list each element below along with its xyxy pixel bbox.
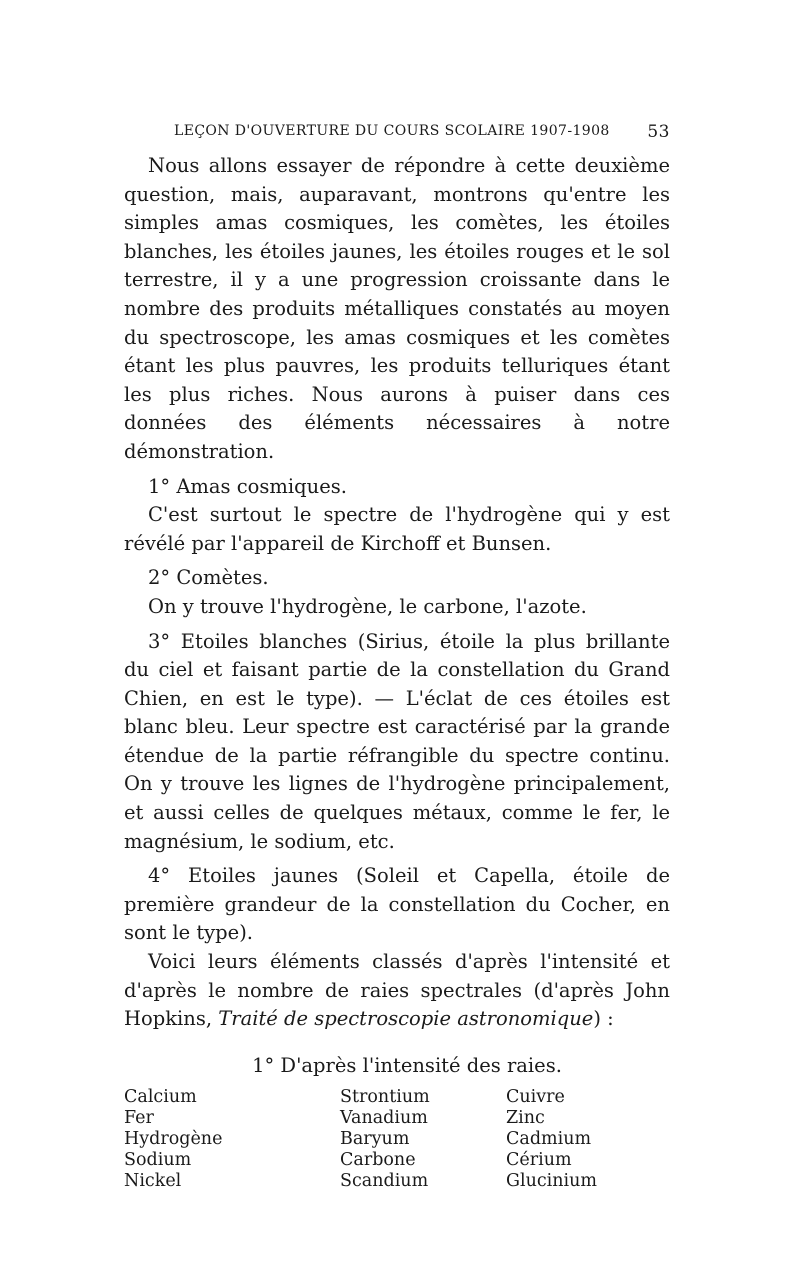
elements-list [124,1087,636,1192]
section-4-followup [124,948,670,1034]
list-item: Zinc [506,1107,545,1128]
section-1-heading: 1° Amas cosmiques. [148,474,347,498]
list-item: Cuivre [506,1086,565,1107]
followup-text-end: ) : [593,1007,614,1031]
section-1-text: C'est surtout le spectre de l'hydrogène qui y est révélé par l'appareil de Kirchoff et Bunsen. [124,503,670,555]
intro-paragraph: Nous allons essayer de répondre à cette deuxième question, mais, auparavant, montrons qu'entre les simples amas cosmiques, les comètes, les étoiles blanches, les étoiles jaunes, les étoiles rouges et le sol terrestre, il y a une progression croissante dans le nombre des produits métalliques constatés au moyen du spectroscope, les amas cosmiques et les comètes étant les plus pauvres, les produits telluriques étant les plus riches. Nous aurons à puiser dans ces données des éléments nécessaires à notre démonstration. [124,154,670,463]
list-item: Fer [124,1107,154,1128]
section-3-text: 3° Etoiles blanches (Sirius, étoile la plus brillante du ciel et faisant partie de la constellation du Grand Chien, en est le type). — L'éclat de ces étoiles est blanc bleu. Leur spectre est caractérisé par la grande étendue de la partie réfrangible du spectre continu. On y trouve les lignes de l'hydrogène principalement, et aussi celles de quelques métaux, comme le fer, le magnésium, le sodium, etc. [124,629,670,853]
elements-column-1 [124,1087,294,1192]
list-item: Sodium [124,1149,192,1170]
running-header [124,118,670,152]
book-page [124,118,670,1192]
section-4-text: 4° Etoiles jaunes (Soleil et Capella, étoile de première grandeur de la constellation du Cocher, en sont le type). [124,864,670,945]
running-title: LEÇON D'OUVERTURE DU COURS SCOLAIRE 1907-1908 [174,123,610,139]
elements-column-3 [506,1087,636,1192]
list-item: Scandium [340,1170,429,1191]
followup-text-start: Voici leurs éléments classés d'après l'intensité et d'après le nombre de raies spectrales (d'après John Hopkins, [124,950,670,1031]
body-text [124,152,670,1034]
list-item: Calcium [124,1086,197,1107]
list-title: 1° D'après l'intensité des raies. [252,1053,562,1077]
list-item: Strontium [340,1086,430,1107]
list-item: Glucinium [506,1170,597,1191]
list-item: Carbone [340,1149,416,1170]
book-title-italic: Traité de spectroscopie astronomique [218,1007,594,1031]
list-item: Cadmium [506,1128,592,1149]
section-2-text: On y trouve l'hydrogène, le carbone, l'azote. [148,594,587,618]
list-item: Hydrogène [124,1128,223,1149]
list-item: Vanadium [340,1107,428,1128]
list-item: Baryum [340,1128,410,1149]
elements-column-2 [340,1087,500,1192]
list-item: Cérium [506,1149,572,1170]
page-number: 53 [647,122,670,142]
section-2-heading: 2° Comètes. [148,566,269,590]
list-item: Nickel [124,1170,182,1191]
